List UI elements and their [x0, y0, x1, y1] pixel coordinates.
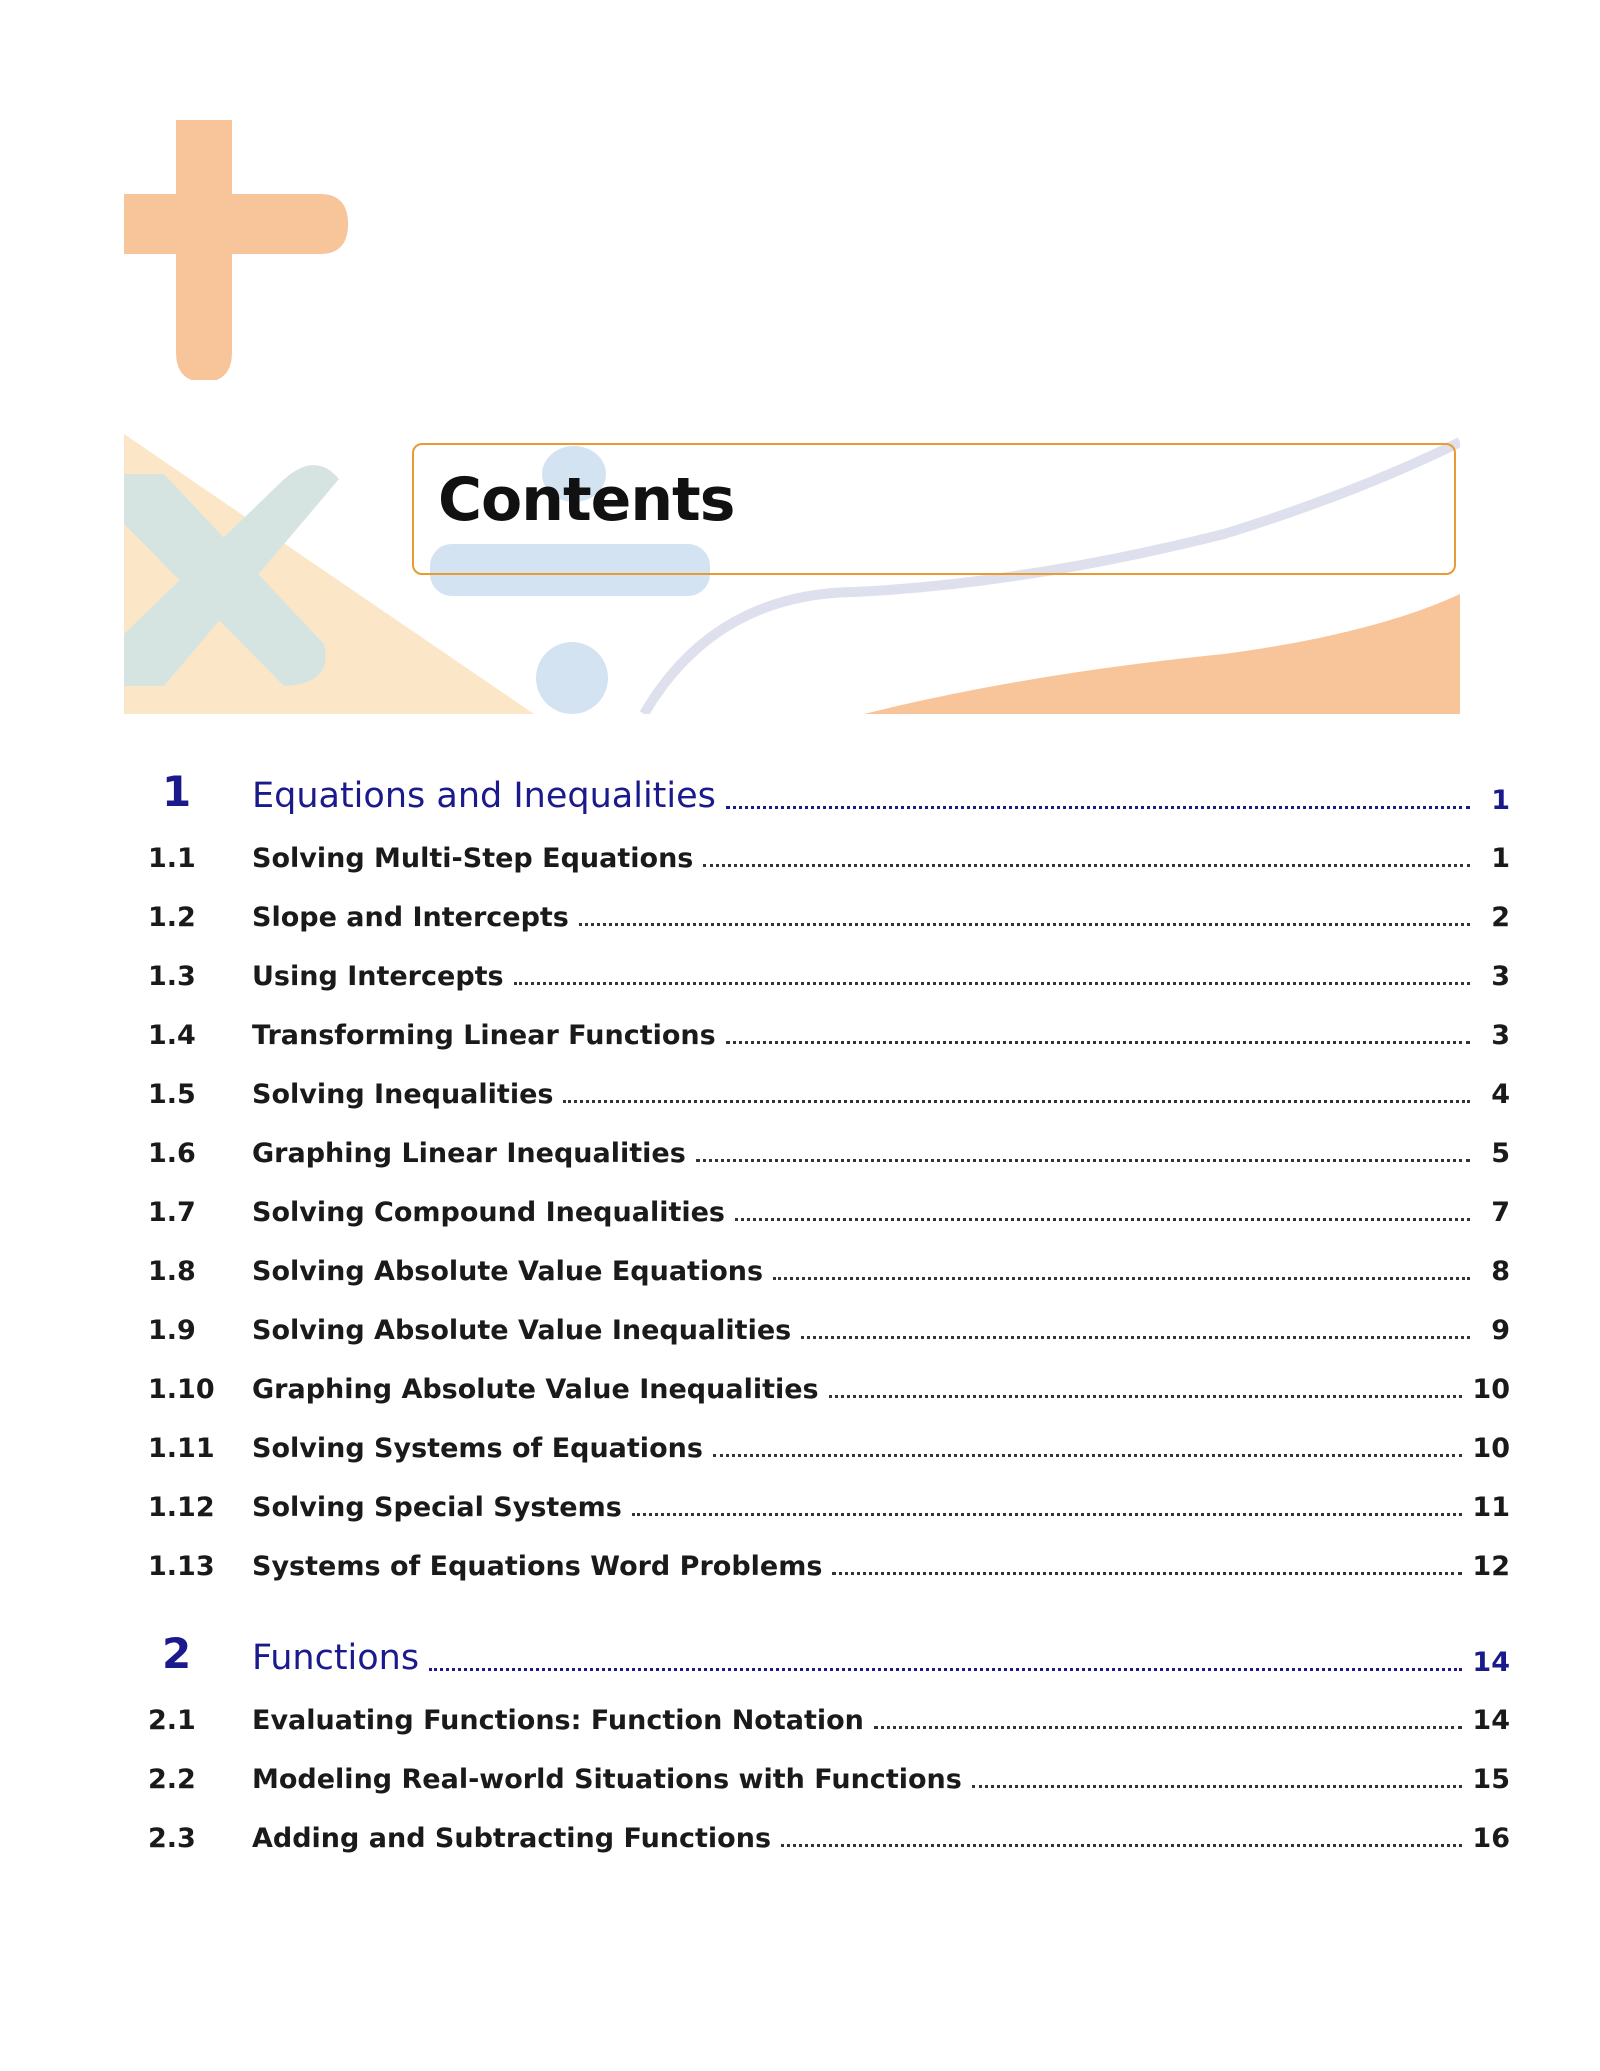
dot-leader [429, 1668, 1462, 1671]
section-title[interactable]: Solving Inequalities [252, 1079, 554, 1110]
section-number: 1.3 [148, 961, 196, 992]
section-number: 2.2 [148, 1764, 196, 1795]
toc-section-entry[interactable] [148, 1420, 1510, 1464]
section-title[interactable]: Graphing Linear Inequalities [252, 1138, 686, 1169]
page-number: 3 [1491, 1020, 1510, 1051]
page-number: 9 [1491, 1315, 1510, 1346]
section-title[interactable]: Solving Compound Inequalities [252, 1197, 726, 1228]
dot-leader [972, 1785, 1463, 1788]
page-number: 5 [1491, 1138, 1510, 1169]
dot-leader [726, 806, 1470, 809]
dot-leader [696, 1159, 1470, 1162]
chapter-title[interactable]: Equations and Inequalities [252, 776, 716, 816]
dot-leader [579, 923, 1470, 926]
toc-section-entry[interactable] [148, 1751, 1510, 1795]
toc-chapter-entry[interactable] [148, 760, 1510, 816]
toc-section-entry[interactable] [148, 948, 1510, 992]
section-number: 1.4 [148, 1020, 196, 1051]
chapter-number: 1 [162, 767, 192, 816]
dot-leader [735, 1218, 1470, 1221]
section-number: 1.1 [148, 843, 196, 874]
section-title[interactable]: Modeling Real-world Situations with Functions [252, 1764, 962, 1795]
toc-chapter-entry[interactable] [148, 1622, 1510, 1678]
page-number: 1 [1491, 843, 1510, 874]
section-number: 2.1 [148, 1705, 196, 1736]
page-number: 10 [1472, 1374, 1510, 1405]
section-number: 1.2 [148, 902, 196, 933]
toc-section-entry[interactable] [148, 1243, 1510, 1287]
toc-section-entry[interactable] [148, 1361, 1510, 1405]
section-title[interactable]: Solving Absolute Value Equations [252, 1256, 764, 1287]
page-number: 7 [1491, 1197, 1510, 1228]
dot-leader [874, 1726, 1463, 1729]
section-number: 1.11 [148, 1433, 215, 1464]
toc-section-entry[interactable] [148, 1810, 1510, 1854]
page-number: 11 [1472, 1492, 1510, 1523]
page-number: 12 [1472, 1551, 1510, 1582]
page-number: 3 [1491, 961, 1510, 992]
toc-section-entry[interactable] [148, 1125, 1510, 1169]
toc-section-entry[interactable] [148, 1692, 1510, 1736]
section-title[interactable]: Evaluating Functions: Function Notation [252, 1705, 864, 1736]
page-title: Contents [438, 465, 735, 535]
toc-section-entry[interactable] [148, 889, 1510, 933]
section-title[interactable]: Solving Systems of Equations [252, 1433, 703, 1464]
title-frame [412, 443, 1456, 575]
section-number: 1.6 [148, 1138, 196, 1169]
section-number: 1.12 [148, 1492, 215, 1523]
section-title[interactable]: Using Intercepts [252, 961, 504, 992]
toc-section-entry[interactable] [148, 1479, 1510, 1523]
toc-section-entry[interactable] [148, 830, 1510, 874]
dot-leader [563, 1100, 1470, 1103]
page-number: 14 [1472, 1705, 1510, 1736]
dot-leader [703, 864, 1470, 867]
section-title[interactable]: Graphing Absolute Value Inequalities [252, 1374, 819, 1405]
section-number: 1.9 [148, 1315, 196, 1346]
toc-section-entry[interactable] [148, 1302, 1510, 1346]
section-title[interactable]: Adding and Subtracting Functions [252, 1823, 772, 1854]
dot-leader [801, 1336, 1470, 1339]
dot-leader [632, 1513, 1463, 1516]
section-number: 1.7 [148, 1197, 196, 1228]
dot-leader [781, 1844, 1462, 1847]
section-number: 1.8 [148, 1256, 196, 1287]
toc-section-entry[interactable] [148, 1538, 1510, 1582]
page-number: 15 [1472, 1764, 1510, 1795]
chapter-number: 2 [162, 1629, 192, 1678]
page-number: 1 [1491, 785, 1510, 816]
dot-leader [726, 1041, 1470, 1044]
page-number: 8 [1491, 1256, 1510, 1287]
section-title[interactable]: Solving Special Systems [252, 1492, 622, 1523]
page-number: 2 [1491, 902, 1510, 933]
section-title[interactable]: Systems of Equations Word Problems [252, 1551, 823, 1582]
section-number: 1.5 [148, 1079, 196, 1110]
section-number: 1.10 [148, 1374, 215, 1405]
section-title[interactable]: Solving Absolute Value Inequalities [252, 1315, 792, 1346]
section-number: 1.13 [148, 1551, 215, 1582]
dot-leader [713, 1454, 1463, 1457]
chapter-title[interactable]: Functions [252, 1638, 420, 1678]
toc-section-entry[interactable] [148, 1007, 1510, 1051]
dot-leader [773, 1277, 1470, 1280]
toc-section-entry[interactable] [148, 1184, 1510, 1228]
page-number: 4 [1491, 1079, 1510, 1110]
dot-leader [832, 1572, 1462, 1575]
page-number: 10 [1472, 1433, 1510, 1464]
section-number: 2.3 [148, 1823, 196, 1854]
plus-decoration-icon [124, 120, 354, 380]
section-title[interactable]: Transforming Linear Functions [252, 1020, 716, 1051]
section-title[interactable]: Slope and Intercepts [252, 902, 569, 933]
page-number: 16 [1472, 1823, 1510, 1854]
section-title[interactable]: Solving Multi-Step Equations [252, 843, 694, 874]
dot-leader [514, 982, 1470, 985]
page-number: 14 [1472, 1647, 1510, 1678]
toc-section-entry[interactable] [148, 1066, 1510, 1110]
dot-leader [829, 1395, 1463, 1398]
